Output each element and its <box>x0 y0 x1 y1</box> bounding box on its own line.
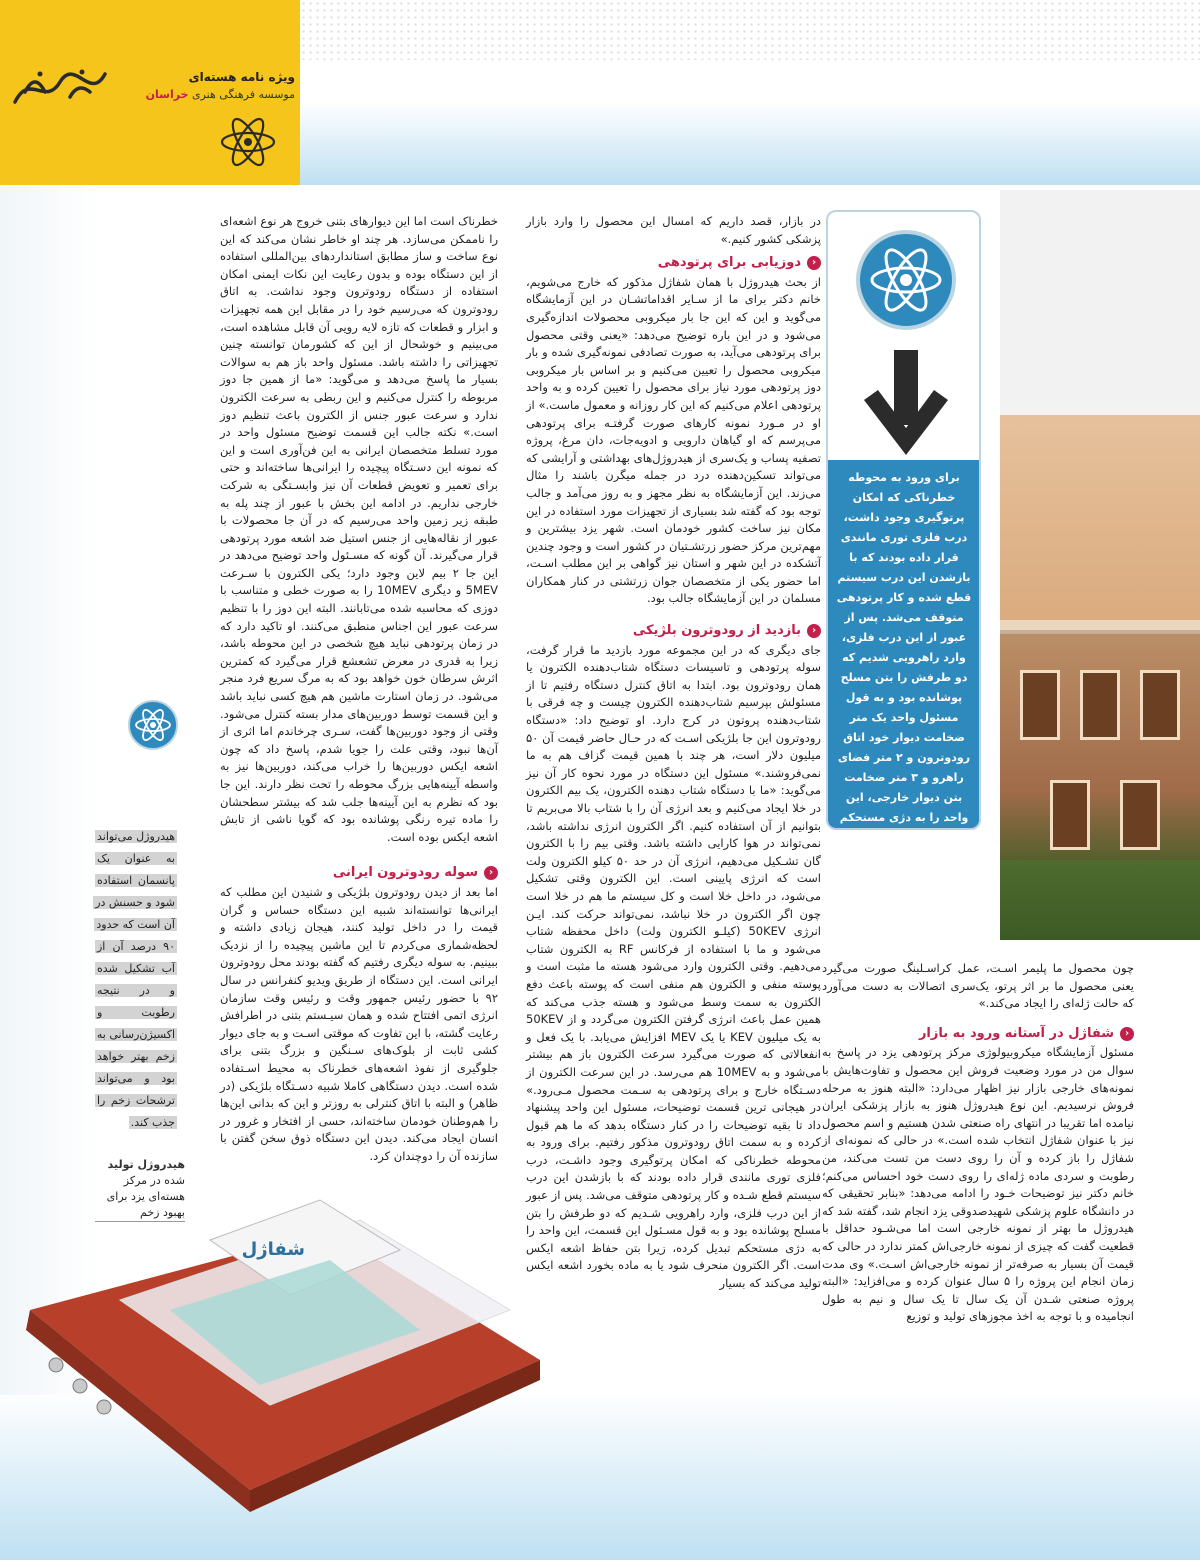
section-heading: ‹ سوله رودوترون ایرانی <box>220 864 498 882</box>
masthead-title: ویژه نامه هسته‌ای <box>188 70 295 84</box>
paragraph: چون محصول ما پلیمر اسـت، عمل کراسـلینگ صورت می‌گیرد یعنی محصول ما بر اثر پرتو، یک‌سری اتصالات به دست می‌آورد که حالت ژله‌ای را ایجاد می‌کند.» <box>822 961 1134 1011</box>
paragraph: خطرناک است اما این دیوارهای بتنی خروج هر نوع اشعه‌ای را ناممکن می‌سازد. هر چند او خاطر نشان می‌کند که این نوع ساخت و ساز مطابق استانداردهای بین‌المللی استفاده از این دستگاه بوده و بدون رعایت این نکات ایمنی امکان استفاده از دستگاه رودوترون وجود نداشت. به اتاق رودوترون که می‌رسیم خود را در مقابل این همه تجهیزات و ابزار و قطعات که تازه لایه رویی آن قابل مشاهده است، می‌بینیم و خوشحال از این که کشورمان توانسته چنین تجهیزاتی را داشته باشد. مسئول واحد باز هم به سوالات بسیار ما پاسخ می‌دهد و می‌گوید: «ما از همین جا دوز مربوطه را کنترل می‌کنیم و این ربطی به سرعت الکترون ندارد و سرعت عبور جنس از الکترون باعث تنظیم دوز است.» نکته جالب این قسمت توضیح مسئول واحد در مورد تسلط متخصصان ایرانی به این فن‌آوری است و این که نمونه این دسـتگاه پیچیده را ایرانی‌ها ساخته‌اند و حتی برای تعمیر و تعویض قطعات آن نیز وابسـتگی به شرکت خارجی نداریم. در ادامه این بخش با عبور از چند پله به طبقه زیر زمین واحد می‌رسیم که در آن جا محصولات با عبور از نقاله‌هایی از جنس استیل ضد اشعه مورد پرتودهی قرار می‌گیرند. آن گونه که مسـئول واحد توضیح می‌دهد در این جا ۲ بیم لاین وجود دارد؛ یکی الکترون با سـرعت 5MEV و دیگری 10MEV را به صورت خطی و متناسب با دوزی که محاسبه شده می‌تابانند. البته این دوز را با تنظیم سرعت عبور این اجناس منطبق می‌کنند. او تاکید دارد که در زمان پرتودهی نباید هیچ شخصی در این محوطه باشد، زیرا به قدری در معرض تشعشع قرار می‌گیرد که کمترین اثرش سرطان خون خواهد بود که به مرگ سریع فرد منجر می‌شود. در زمان استارت ماشین هم هیچ کسی نباید باشد و این قسمت توسط دوربین‌های مدار بسته کنترل می‌شود. وقتی از وجود دوربین‌ها گفت، سـری چرخاندم اما اثری از آن‌ها نبود، وقتی علت را جویا شدم، پاسخ داد که چون اشعه ایکس دوربین‌ها را خراب می‌کند، دوربین‌ها نیز به واسطه آیینه‌هایی بزرگ محوطه را تحت نظر دارند. این جا بود که نظرم به این آیینه‌ها جلب شد که بیشتر سطحشان را ماده تیره رنگی پوشانده بود که گویا ناشی از تابش اشعه ایکس بوده است. <box>220 214 498 844</box>
magazine-logo <box>10 62 120 117</box>
column-right <box>526 213 821 1293</box>
paragraph: جای دیگری که در این مجموعه مورد بازدید ما قرار گرفت، سوله پرتودهی و تاسیسات دستگاه شتاب‌دهنده الکترون یا همان رودوترون بود. ابتدا به اتاق کنترل دستگاه رفتیم تا از مسئولش بپرسیم شتاب‌دهنده الکترون چیست و چه فرقی با شتاب‌دهنده پروتون در کرج دارد. او توضیح داد: «دستگاه رودوترون این جا بلژیکی اسـت که در حـال حاضر قیمت آن ۵۰ میلیون دلار است، هر چند با همین قیمت گزاف هم به ما نمی‌فروشند.» مسئول این دستگاه در مورد نحوه کار آن نیز می‌گوید: «ما با دستگاه شتاب دهنده الکترون، یک بیم الکترون در خلا ایجاد می‌کنیم و بعد انرژی آن را با شتاب بالا می‌بریم تا بتوانیم از آن استفاده کنیم. اگر الکترون انرژی نداشته باشد، نمی‌تواند در هوا کارایی داشته باشد. وقتی بیم را با الکترون گان تشـکیل می‌دهیم، انرژی آن در حد ۵۰ کیلو الکترون ولت است که انرژی پایینی است. این الکترون وقتی تشکیل می‌شود، در داخل خلا است و کل سیستم ما هم در خلا است چون اگر الکترون در خلا نباشد، نمی‌تواند حرکت کند. ایـن انرژی 50KEV (کیلـو الکترون ولت) داخل محفظه شتاب می‌شود و ما با استفاده از فرکانس RF به الکترون شتاب می‌دهیم. وقتی الکترون وارد می‌شود هسته ما مثبت است و پوسته منفی و الکترون هم منفی است که پوسته باعث دفع الکترون به سمت وسط می‌شود و هسته جذب می‌کند که همین عمل باعث انرژی گرفتن الکترون می‌گردد و از 50KEV به یک میلیون KEV یا یک MEV افزایش می‌یابد. با یک فعل و انفعالاتی که صورت می‌گیرد سرعت الکترون باز هم بیشتر می‌شود و به 10MEV هم می‌رسد. در این سرعت الکترون از دسـتگاه خارج و برای پرتودهی به سـمت محصول مـی‌رود.» در هیجانی ترین قسمت توضیحات، مسئول این واحد پیشنهاد داد تا بقیه توضیحات را در کنار دستگاه بدهد که ما هم قبول کرده و به سمت اتاق رودوترون مذکور رفتیم. برای ورود به محوطه خطرناکی که امکان پرتوگیری وجود داشـت، درب فلزی توری مانندی قرار داده بودند که با بازشدن این درب سیستم قطع شـده و کار پرتودهی متوقف می‌شد. پس از عبور از این درب فلزی، وارد راهرویی شـدیم که دو طرفش را بتن مسلح پوشانده بود و به قول مسـئول این قسمت، این واحد را به دژی مستحکم تبدیل کرده، زیرا بتن حفاظ اشعه ایکس است. اگر الکترون منحرف شود یا به ماده بخورد اشعه ایکس تولید می‌کند که بسیار <box>526 642 822 1291</box>
section-heading: ‹ شفاژل در آستانه ورود به بازار <box>822 1025 1134 1043</box>
masthead-text <box>130 70 295 101</box>
column-far-right <box>822 960 1134 1326</box>
paragraph: اما بعد از دیدن رودوترون بلژیکی و شنیدن این مطلب که ایرانی‌ها توانسته‌اند شبیه این دستگاه حساس و گران قیمت را در داخل تولید کنند، هیجان زیادی داشته و لحظه‌شماری می‌کردم تا این ماشین پیچیده را از نزدیک ببینیم. به سوله دیگری رفتیم که گفته بودند محل رودوترون ایرانی است. این دستگاه از طریق ویدیو کنفرانس در سال ۹۲ با حضور رئیس جمهور وقت و رئیس وقت سازمان انرژی اتمی افتتاح شده و همان سیـستم بتنی در اطرافش رعایت گشته، با این تفاوت که موقتی اسـت و به جای دیوار کشی ثابت از بلوک‌های سـنگین و بزرگ بتنی برای جلوگیری از نفوذ اشعه‌های خطرناک به محیط اسـتفاده شده است. دیدن دستگاهی کاملا شبیه دسـتگاه بلژیکی (در ظاهر) و البته با اتاق کنترلی به روزتر و این که بدانی این‌ها را هم‌وطنان خودمان ساخته‌اند، حسی از افتخار و غرور در انسان ایجاد می‌کند. دیدن این دستگاه ذوق سخن گفتن با سازنده آن را دوچندان کرد. <box>220 884 498 1163</box>
paragraph: از بحث هیدروژل با همان شفاژل مذکور که خارج می‌شویم، خانم دکتر برای ما از سـایر اقداماتشـان در این آزمایشگاه می‌گوید و این که این جا بار میکروبی محصولات اندازه‌گیری می‌شود و در این باره توضیح می‌دهد: «یعنی وقتی محصول برای پرتودهی می‌آید، به صورت تصادفی نمونه‌گیری شده و بار میکروبی محصول را تعیین می‌کنیم و بر اساس بار میکروبی دوز پرتودهی مورد نیاز برای محصول را تعیین کرده و به واحد پرتودهی اعلام می‌کنیم که این کار روزانه و معمول ماست.» از او در مـورد نمونه کارهای صورت گرفتـه برای پرتودهی می‌پرسم که او گیاهان دارویی و ادویه‌جات، دان مرغ، پروژه تصفیه پساب و یک‌سری از هیدروژل‌های بهداشتی و آرایشی که می‌تواند تسکین‌دهنده درد در جمله میگرن باشند را مثال می‌زند. این آزمایشگاه به نظر مجهز و به روز می‌آمد و جالب توجه بود که گفته شد بسیاری از تجهیزات مورد استفاده در این مکان نیز ساخت کشور خودمان است. شهر یزد بیشترین و مهم‌ترین مرکز حضور زرتشـتیان در کشور است و وجود چندین آتشکده در این شهر و استان نیز گواهی بر این مطلب اسـت، اما حضور یکی از متخصصان جوان زرتشتی در کنار همکاران مسلمان در این آزمایشگاه جالب بود. <box>526 274 821 606</box>
pull-quote-text: برای ورود به محوطه خطرناکی که امکان پرتوگیری وجود داشت، درب فلزی توری مانندی قرار داده بودند که با بازشدن این درب سیستم قطع شده و کار پرتودهی متوقف می‌شد. پس از عبور از این درب فلزی، وارد راهرویی شدیم که دو طرفش را بتن مسلح پوشانده بود و به قول مسئول واحد یک متر ضخامت دیوار خود اتاق رودوترون و ۲ متر فضای راهرو و ۳ متر ضخامت بتن دیوار خارجی، این واحد را به دژی مستحکم تبدیل کرده، زیرا بتن حفاظ اشعه ایکس است. <box>836 471 972 864</box>
heading-bullet-icon: ‹ <box>807 256 821 270</box>
heading-bullet-icon: ‹ <box>1120 1027 1134 1041</box>
building-photo <box>1000 190 1200 940</box>
atom-icon <box>856 230 956 330</box>
heading-bullet-icon: ‹ <box>807 624 821 638</box>
header-dot-pattern <box>300 0 1200 60</box>
down-arrow-icon <box>858 350 954 470</box>
section-heading: ‹ بازدید از رودوترون بلژیکی <box>526 622 821 640</box>
atom-icon <box>218 112 278 172</box>
section-heading: ‹ دوزیابی برای پرتودهی <box>526 254 821 272</box>
photo-caption: هیدروژل تولید شده در مرکز هسته‌ای یزد برای بهبود زخم <box>95 1157 185 1222</box>
column-left <box>220 213 498 1165</box>
heading-bullet-icon: ‹ <box>484 866 498 880</box>
pull-quote-box <box>826 210 981 864</box>
paragraph: مسئول آزمایشگاه میکروبیولوژی مرکز پرتودهی یزد در پاسخ به سوال من در مورد وضعیت فروش این محصول و تفاوت‌هایش با نمونه‌های خارجی بازار نیز اظهار می‌دارد: «البته هنوز به مرحله فروش نرسیدیم. این نوع هیدروژل هنوز به بازار پزشکی ایران نیامده اما تقریبا در انتهای راه صنعتی شدن هستیم و اسم محصول نیز با عنوان شفاژل انتخاب شده است.» در حالی که نمونه‌ای از شفاژل را باز کرده و آن را روی دست من تست می‌کند، من رطوبت و سردی ماده ژله‌ای را روی دست خود احساس می‌کنم؛ خانم دکتر نیز توضیحات خـود را ادامه می‌دهد: «بنابر تحقیقی که در دانشگاه علوم پزشکی شهیدصدوقی یزد انجام شد، گفته شد که هیدروژل ما بهتر از نمونه خارجی است اما می‌شـود حداقل با قطعیت گفت که چیزی از نمونه خارجی‌اش کمتر ندارد در حالی که قیمت آن بسیار به صرفه‌تر از نمونه خارجی‌اش اسـت.» وی مدت زمان انجام این پروژه را ۵ سال عنوان کرده و می‌افزاید: «البته پروژه صنعتی شـدن آن یک سال تا یک سال و نیم به طول انجامیده و با توجه به اخذ مجوزهای تولید و توزیع <box>822 1045 1134 1324</box>
sidebar-caption: هیدروژل می‌تواند به عنوان یک پانسمان استفاده شود و حسنش در آن است که حدود ۹۰ درصد آن از آب تشکیل شده و در نتیجه رطوبت و اکسیژن‌رسانی به زخم بهتر خواهد بود و می‌تواند ترشحات زخم را جذب کند. <box>95 830 175 1129</box>
product-photo <box>0 1190 560 1530</box>
masthead <box>0 0 300 185</box>
paragraph: در بازار، قصد داریم که امسال این محصول را وارد بازار پزشکی کشور کنیم.» <box>526 214 821 246</box>
masthead-publisher: موسسه فرهنگی هنری خراسان <box>145 88 295 101</box>
atom-icon <box>128 700 178 750</box>
product-label: شفاژل <box>241 1239 305 1260</box>
